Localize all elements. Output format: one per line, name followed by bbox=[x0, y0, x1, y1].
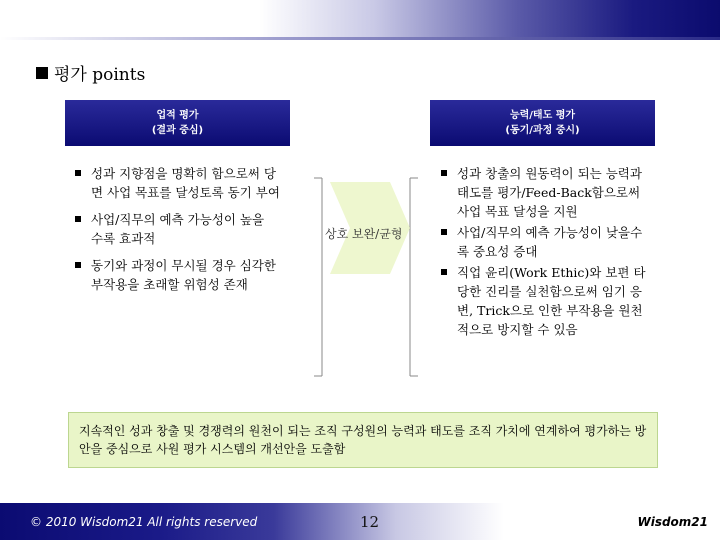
list-item bbox=[441, 164, 646, 221]
left-bullet-list bbox=[75, 164, 280, 302]
page-number: 12 bbox=[360, 513, 380, 531]
list-item bbox=[75, 210, 280, 248]
left-heading-line2: (결과 중심) bbox=[151, 125, 204, 136]
right-bullet-text: 직업 윤리(Work Ethic)와 보편 타당한 진리를 실천함으로써 임기 응변, Trick으로 인한 부작용을 원천적으로 방지할 수 있음 bbox=[457, 265, 646, 337]
connector-label: 상호 보완/균형 bbox=[325, 227, 403, 241]
list-item bbox=[441, 223, 646, 261]
summary-box bbox=[68, 412, 658, 468]
right-column-heading bbox=[430, 100, 655, 146]
top-banner bbox=[0, 0, 720, 40]
top-banner-line bbox=[0, 37, 720, 40]
right-heading-line2: (동기/과정 중시) bbox=[505, 125, 580, 136]
bullet-icon bbox=[441, 170, 447, 176]
left-bullet-text: 성과 지향점을 명확히 함으로써 당면 사업 목표를 달성토록 동기 부여 bbox=[91, 166, 280, 200]
right-bullet-text: 성과 창출의 원동력이 되는 능력과 태도를 평가/Feed-Back함으로써 사업 목표 달성을 지원 bbox=[457, 166, 642, 219]
right-bullet-text: 사업/직무의 예측 가능성이 낮을수록 중요성 증대 bbox=[457, 225, 643, 259]
bullet-icon bbox=[75, 216, 81, 222]
left-column-heading bbox=[65, 100, 290, 146]
footer-bar bbox=[0, 503, 720, 540]
bullet-icon bbox=[441, 269, 447, 275]
right-bullet-list bbox=[441, 164, 646, 341]
copyright-text: © 2010 Wisdom21 All rights reserved bbox=[30, 515, 258, 529]
bullet-icon bbox=[75, 170, 81, 176]
list-item bbox=[441, 263, 646, 339]
summary-text: 지속적인 성과 창출 및 경쟁력의 원천이 되는 조직 구성원의 능력과 태도를 조직 가치에 연계하여 평가하는 방안을 중심으로 사원 평가 시스템의 개선안을 도출함 bbox=[79, 424, 647, 456]
brand-logo-text: Wisdom21 bbox=[637, 515, 708, 529]
square-bullet-icon bbox=[36, 67, 48, 79]
slide-title bbox=[36, 60, 145, 85]
list-item bbox=[75, 256, 280, 294]
bullet-icon bbox=[441, 229, 447, 235]
left-heading-line1: 업적 평가 bbox=[156, 110, 199, 121]
list-item bbox=[75, 164, 280, 202]
slide-title-text: 평가 points bbox=[54, 65, 146, 85]
left-bullet-text: 동기와 과정이 무시될 경우 심각한 부작용을 초래할 위험성 존재 bbox=[91, 258, 276, 292]
left-bullet-text: 사업/직무의 예측 가능성이 높을 수록 효과적 bbox=[91, 212, 265, 246]
bullet-icon bbox=[75, 262, 81, 268]
right-heading-line1: 능력/태도 평가 bbox=[509, 110, 576, 121]
